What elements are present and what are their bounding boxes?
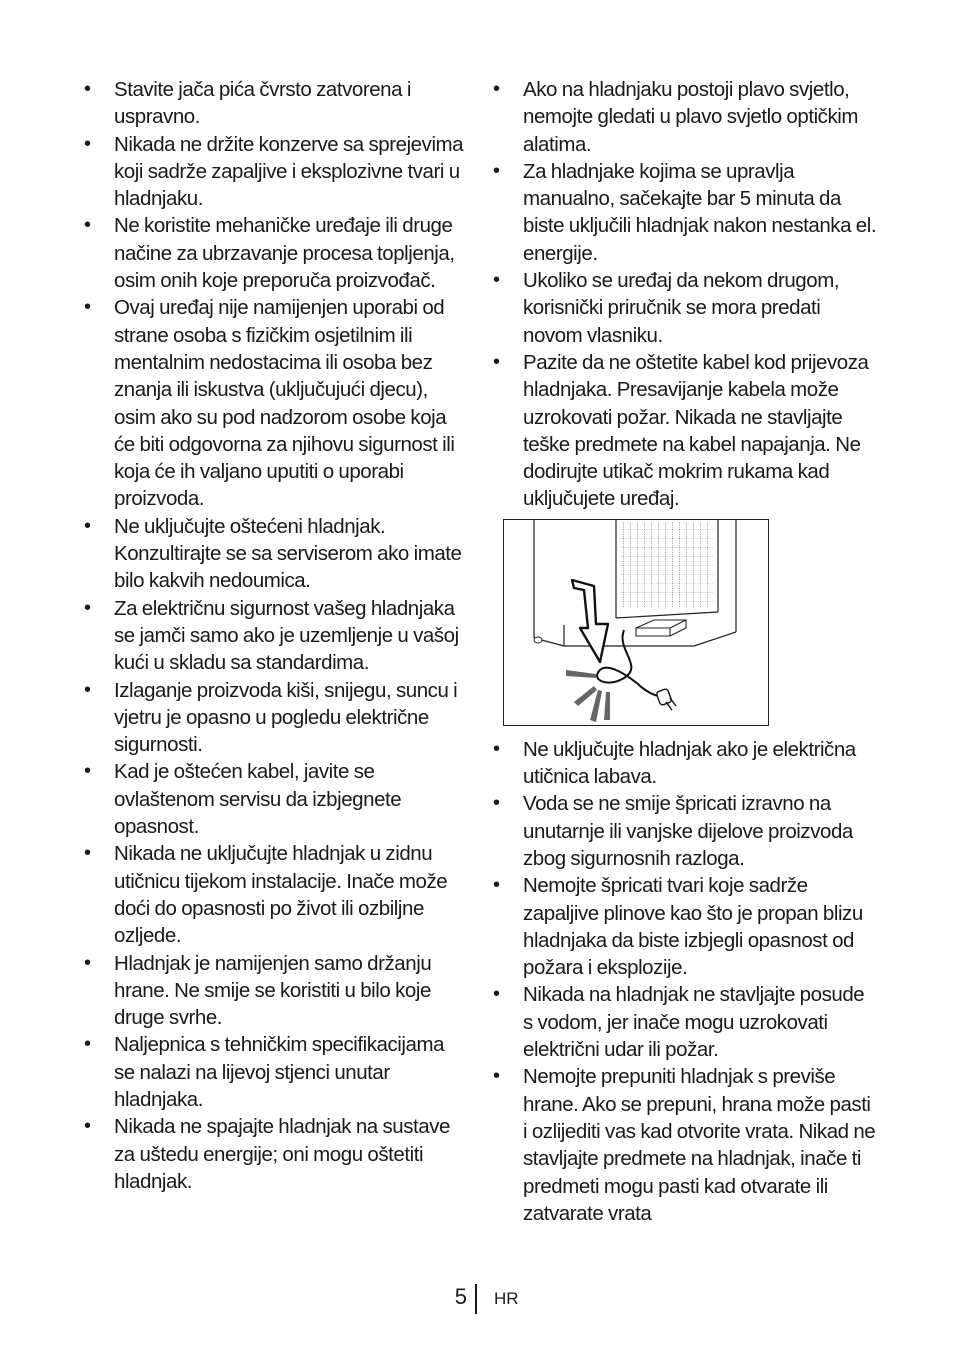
- list-item: • Ovaj uređaj nije namijenjen uporabi od strane osoba s fizičkim osjetilnim ili mentalnim nedostacima ili osoba bez znanja ili iskustva (uključujući djecu), osim ako su pod nadzorom osobe koja će biti odgovorna za njihovu sigurnost ili koja će ih valjano uputiti o uporabi proizvoda.: [84, 294, 466, 512]
- list-item: • Nikada ne držite konzerve sa sprejevima koji sadrže zapaljive i eksplozivne tvari u hladnjaku.: [84, 131, 466, 213]
- footer-divider: [475, 1284, 477, 1314]
- list-item: • Nikada na hladnjak ne stavljajte posude s vodom, jer inače mogu uzrokovati električni udar ili požar.: [493, 981, 877, 1063]
- page-number: 5: [454, 1284, 467, 1309]
- list-item: • Nikada ne spajajte hladnjak na sustave za uštedu energije; oni mogu oštetiti hladnjak.: [84, 1113, 466, 1195]
- list-item: • Nemojte špricati tvari koje sadrže zapaljive plinove kao što je propan blizu hladnjaka da biste izbjegli opasnost od požara i eksplozije.: [493, 872, 877, 981]
- list-item: • Ne uključujte hladnjak ako je električna utičnica labava.: [493, 736, 877, 791]
- list-item: • Hladnjak je namijenjen samo držanju hrane. Ne smije se koristiti u bilo koje druge svrhe.: [84, 950, 466, 1032]
- list-item: • Stavite jača pića čvrsto zatvorena i uspravno.: [84, 76, 466, 131]
- damage-rays: [566, 670, 610, 722]
- language-code: HR: [494, 1289, 519, 1308]
- page-footer: [0, 1284, 954, 1316]
- right-column: [493, 76, 877, 1227]
- list-item: • Ne koristite mehaničke uređaje ili druge načine za ubrzavanje procesa topljenja, osim onih koje preporuča proizvođač.: [84, 212, 466, 294]
- condenser-coil: [620, 522, 714, 608]
- list-item: • Ukoliko se uređaj da nekom drugom, korisnički priručnik se mora predati novom vlasniku.: [493, 267, 877, 349]
- lightning-bolt-icon: [572, 580, 608, 662]
- list-item: • Nikada ne uključujte hladnjak u zidnu utičnicu tijekom instalacije. Inače može doći do opasnosti po život ili ozbiljne ozljede.: [84, 840, 466, 949]
- compressor-tray: [636, 620, 686, 636]
- list-item: • Kad je oštećen kabel, javite se ovlaštenom servisu da izbjegnete opasnost.: [84, 758, 466, 840]
- list-item: • Za električnu sigurnost vašeg hladnjaka se jamči samo ako je uzemljenje u vašoj kući u skladu sa standardima.: [84, 595, 466, 677]
- list-item: • Ne uključujte oštećeni hladnjak. Konzultirajte se sa serviserom ako imate bilo kakvih nedoumica.: [84, 513, 466, 595]
- cable-warning-illustration: [503, 519, 769, 726]
- list-item: • Naljepnica s tehničkim specifikacijama se nalazi na lijevoj stjenci unutar hladnjaka.: [84, 1031, 466, 1113]
- list-item: • Izlaganje proizvoda kiši, snijegu, suncu i vjetru je opasno u pogledu električne sigurnosti.: [84, 677, 466, 759]
- list-item: • Nemojte prepuniti hladnjak s previše hrane. Ako se prepuni, hrana može pasti i ozlijediti vas kad otvorite vrata. Nikad ne stavljajte predmete na hladnjak, inače ti predmeti mogu pasti kad otvarate ili zatvarate vrata: [493, 1063, 877, 1227]
- list-item: • Ako na hladnjaku postoji plavo svjetlo, nemojte gledati u plavo svjetlo optičkim alatima.: [493, 76, 877, 158]
- refrigerator-cable-icon: [504, 520, 768, 725]
- left-column: [84, 76, 466, 1195]
- list-item: • Voda se ne smije špricati izravno na unutarnje ili vanjske dijelove proizvoda zbog sigurnosnih razloga.: [493, 790, 877, 872]
- power-cable: [597, 630, 660, 696]
- list-item: • Za hladnjake kojima se upravlja manualno, sačekajte bar 5 minuta da biste uključili hladnjak nakon nestanka el. energije.: [493, 158, 877, 267]
- list-item: • Pazite da ne oštetite kabel kod prijevoza hladnjaka. Presavijanje kabela može uzrokovati požar. Nikada ne stavljajte teške predmete na kabel napajanja. Ne dodirujte utikač mokrim rukama kad uključujete uređaj.: [493, 349, 877, 513]
- plug-icon: [656, 688, 676, 710]
